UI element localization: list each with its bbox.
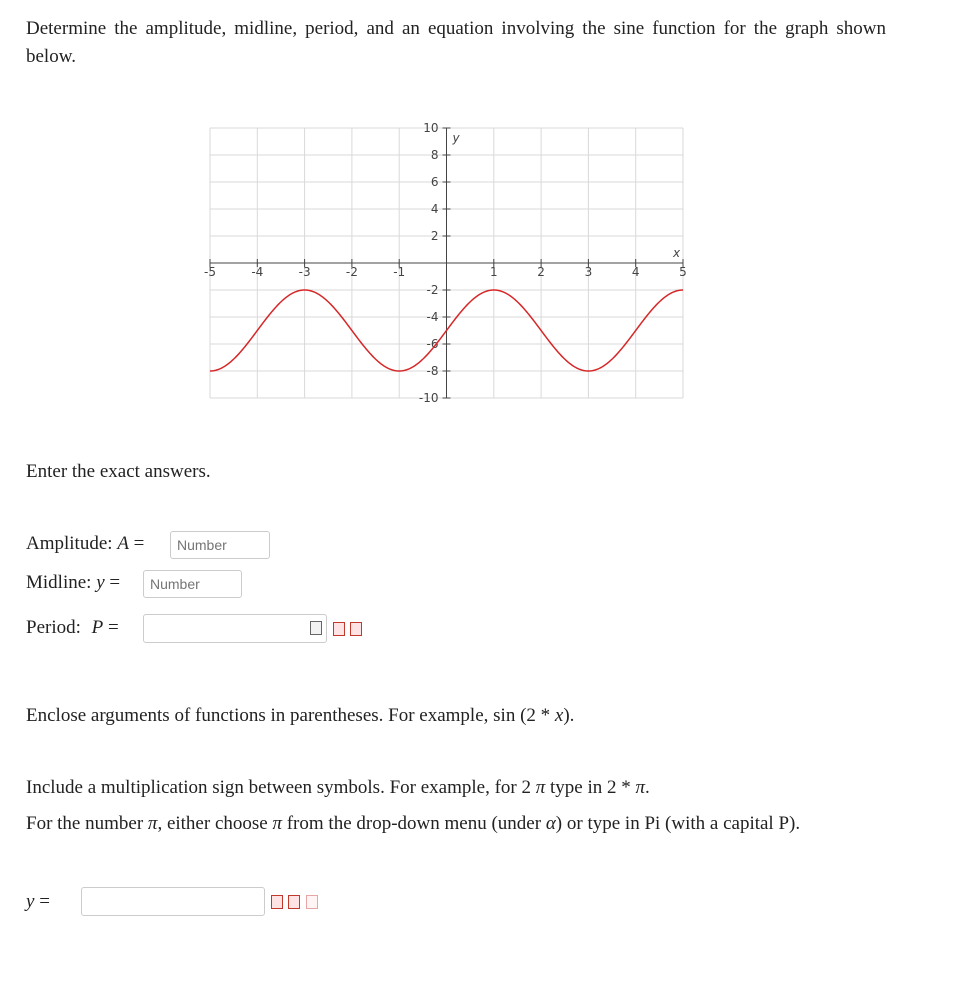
- exact-answers-instruction: Enter the exact answers.: [26, 461, 211, 482]
- pi-symbol: π: [147, 813, 158, 834]
- period-variable: P: [91, 617, 104, 638]
- hint-parentheses: [26, 705, 574, 727]
- chart-axes: [210, 128, 683, 398]
- help-icon[interactable]: [306, 895, 318, 909]
- y-tick-label: -10: [418, 391, 439, 405]
- x-tick-label: -5: [204, 265, 216, 279]
- hint-pi-text: For the number: [26, 813, 148, 834]
- hint-multiplication-text: Include a multiplication sign between symbols. For example, for 2: [26, 777, 536, 798]
- hint-pi-end: ) or type in Pi (with a capital P).: [555, 813, 801, 834]
- equation-equals: =: [39, 891, 50, 912]
- y-axis-label: y: [452, 131, 460, 145]
- y-tick-label: -2: [426, 283, 439, 297]
- equation-variable: y: [26, 891, 35, 912]
- pi-symbol: π: [635, 777, 646, 798]
- y-tick-label: 4: [430, 202, 439, 216]
- pi-symbol: π: [272, 813, 282, 834]
- x-tick-label: 5: [679, 265, 687, 279]
- hint-pi-mid2: from the drop-down menu (under: [281, 813, 546, 834]
- midline-row: [26, 572, 120, 594]
- amplitude-equals: =: [133, 533, 145, 554]
- preview-icon[interactable]: [333, 622, 345, 636]
- hint-parentheses-text: Enclose arguments of functions in parentheses. For example,: [26, 705, 494, 726]
- y-tick-label: 10: [423, 121, 439, 135]
- sine-graph: [190, 115, 700, 415]
- equation-row: [26, 891, 50, 913]
- x-tick-label: 3: [584, 265, 593, 279]
- x-tick-label: 2: [537, 265, 545, 279]
- midline-input[interactable]: [143, 570, 242, 598]
- y-tick-label: 2: [430, 229, 439, 243]
- midline-label: Midline:: [26, 572, 92, 593]
- equation-input[interactable]: [81, 887, 265, 916]
- hint-pi: [26, 813, 800, 835]
- pi-symbol: π: [535, 777, 546, 798]
- x-tick-label: 1: [489, 265, 498, 279]
- keypad-icon[interactable]: [310, 621, 322, 635]
- example-close: ).: [563, 705, 575, 726]
- period-equals: =: [108, 617, 119, 638]
- midline-variable: y: [96, 572, 105, 593]
- problem-statement: Determine the amplitude, midline, period, and an equation involving the sine function for the graph shown below.: [26, 18, 886, 67]
- y-tick-label: -6: [426, 337, 439, 351]
- x-axis-label: x: [673, 246, 681, 260]
- alpha-symbol: α: [545, 813, 556, 834]
- x-tick-label: -2: [345, 265, 358, 279]
- y-tick-label: 8: [430, 148, 439, 162]
- example-open: (2 *: [520, 705, 555, 726]
- symbol-menu-icon[interactable]: [288, 895, 300, 909]
- x-tick-label: 4: [631, 265, 640, 279]
- y-tick-label: 6: [430, 175, 439, 189]
- period-label: Period:: [26, 617, 81, 638]
- amplitude-input[interactable]: [170, 531, 270, 559]
- sin-function: sin: [493, 705, 516, 726]
- x-tick-label: -4: [251, 265, 264, 279]
- symbol-menu-icon[interactable]: [350, 622, 362, 636]
- hint-multiplication-end: .: [645, 777, 650, 798]
- period-row: [26, 617, 119, 639]
- amplitude-label: Amplitude:: [26, 533, 113, 554]
- y-tick-label: -4: [426, 310, 439, 324]
- amplitude-row: [26, 533, 144, 555]
- hint-multiplication-mid: type in 2 *: [545, 777, 636, 798]
- hint-multiplication: [26, 777, 650, 799]
- x-tick-label: -3: [298, 265, 311, 279]
- y-tick-label: -8: [426, 364, 439, 378]
- amplitude-variable: A: [117, 533, 129, 554]
- midline-equals: =: [109, 572, 121, 593]
- preview-icon[interactable]: [271, 895, 283, 909]
- x-tick-label: -1: [393, 265, 406, 279]
- example-variable: x: [554, 705, 564, 726]
- hint-pi-mid: , either choose: [157, 813, 273, 834]
- period-input[interactable]: [143, 614, 327, 643]
